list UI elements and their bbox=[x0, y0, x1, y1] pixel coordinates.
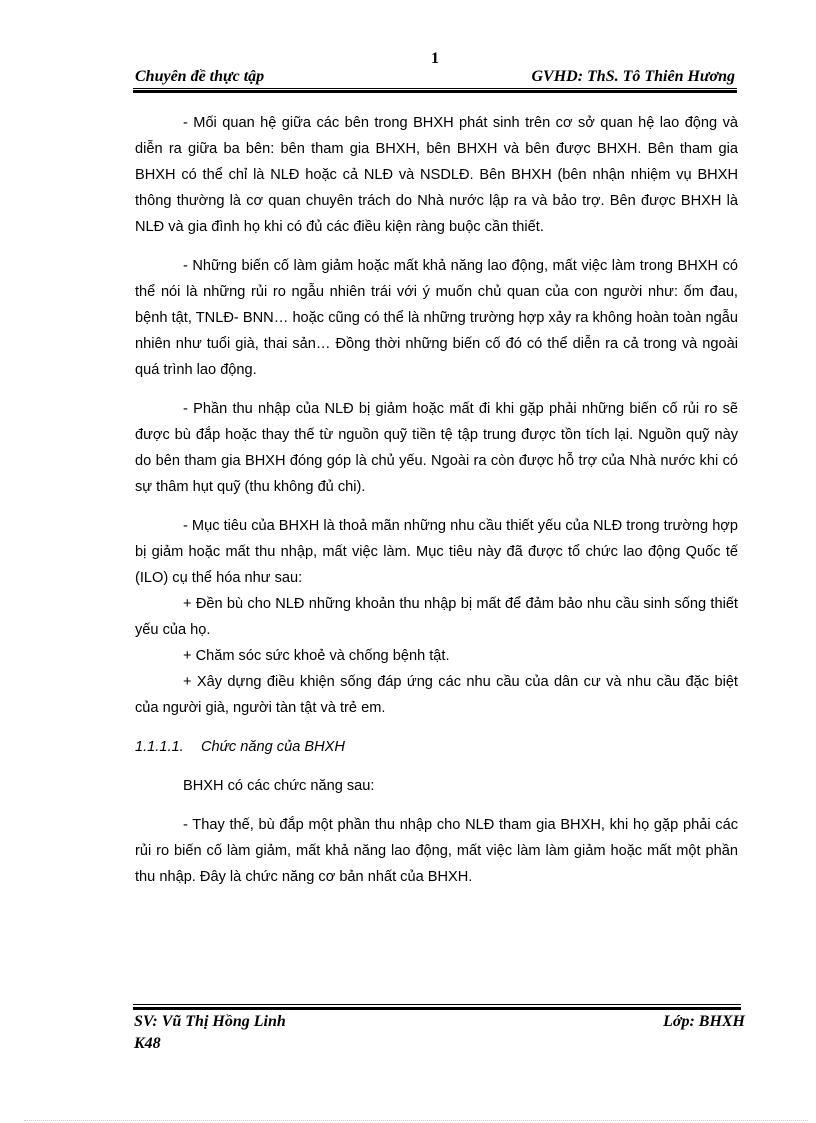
bullet-item: + Chăm sóc sức khoẻ và chống bệnh tật. bbox=[183, 648, 450, 664]
paragraph: - Mục tiêu của BHXH là thoả mãn những nhu cầu thiết yếu của NLĐ trong trường hợp bị giảm hoặc mất thu nhập, mất việc làm. Mục tiêu này đã được tổ chức lao động Quốc tế (ILO) cụ thể hóa như sau: bbox=[135, 518, 738, 586]
header-supervisor: GVHD: ThS. Tô Thiên Hương bbox=[531, 68, 735, 85]
footer-student: SV: Vũ Thị Hồng Linh bbox=[134, 1013, 286, 1030]
paragraph: - Những biến cố làm giảm hoặc mất khả năng lao động, mất việc làm trong BHXH có thể nói là những rủi ro ngẫu nhiên trái với ý muốn chủ quan của con người như: ốm đau, bệnh tật, TNLĐ- BNN… hoặc cũng có thể là những trường hợp xảy ra không hoàn toàn ngẫu nhiên như tuổi già, thai sản… Đồng thời những biến cố đó có thể diễn ra cả trong và ngoài quá trình lao động. bbox=[135, 258, 738, 378]
page-edge bbox=[24, 1120, 808, 1121]
bullet-item: + Đền bù cho NLĐ những khoản thu nhập bị mất để đảm bảo nhu cầu sinh sống thiết yếu của họ. bbox=[135, 596, 738, 638]
footer-rule-thick bbox=[133, 1007, 741, 1010]
document-body bbox=[135, 110, 738, 890]
page-number: 1 bbox=[431, 50, 439, 67]
footer-class: Lớp: BHXH bbox=[663, 1013, 745, 1030]
paragraph: - Mối quan hệ giữa các bên trong BHXH phát sinh trên cơ sở quan hệ lao động và diễn ra giữa ba bên: bên tham gia BHXH, bên BHXH và bên được BHXH. Bên tham gia BHXH có thể chỉ là NLĐ hoặc cả NLĐ và NSDLĐ. Bên BHXH (bên nhận nhiệm vụ BHXH thông thường là cơ quan chuyên trách do Nhà nước lập ra và bảo trợ. Bên được BHXH là NLĐ và gia đình họ khi có đủ các điều kiện ràng buộc cần thiết. bbox=[135, 115, 738, 235]
section-heading bbox=[135, 734, 738, 760]
section-title: Chức năng của BHXH bbox=[201, 739, 345, 755]
paragraph: - Phần thu nhập của NLĐ bị giảm hoặc mất đi khi gặp phải những biến cố rủi ro sẽ được bù đắp hoặc thay thế từ nguồn quỹ tiền tệ tập trung được tồn tích lại. Nguồn quỹ này do bên tham gia BHXH đóng góp là chủ yếu. Ngoài ra còn được hỗ trợ của Nhà nước khi có sự thâm hụt quỹ (thu không đủ chi). bbox=[135, 401, 738, 495]
paragraph: BHXH có các chức năng sau: bbox=[183, 778, 375, 794]
paragraph: - Thay thế, bù đắp một phần thu nhập cho NLĐ tham gia BHXH, khi họ gặp phải các rủi ro biến cố làm giảm, mất khả năng lao động, mất việc làm làm giảm hoặc mất một phần thu nhập. Đây là chức năng cơ bản nhất của BHXH. bbox=[135, 817, 738, 885]
page-header bbox=[133, 66, 737, 89]
header-rule bbox=[133, 90, 737, 93]
footer-cohort: K48 bbox=[134, 1035, 161, 1052]
section-number: 1.1.1.1. bbox=[135, 739, 184, 755]
bullet-item: + Xây dựng điều khiện sống đáp ứng các nhu cầu của dân cư và nhu cầu đặc biệt của người già, người tàn tật và trẻ em. bbox=[135, 674, 738, 716]
header-course-title: Chuyên đề thực tập bbox=[135, 68, 265, 85]
footer-rule bbox=[133, 1004, 741, 1005]
